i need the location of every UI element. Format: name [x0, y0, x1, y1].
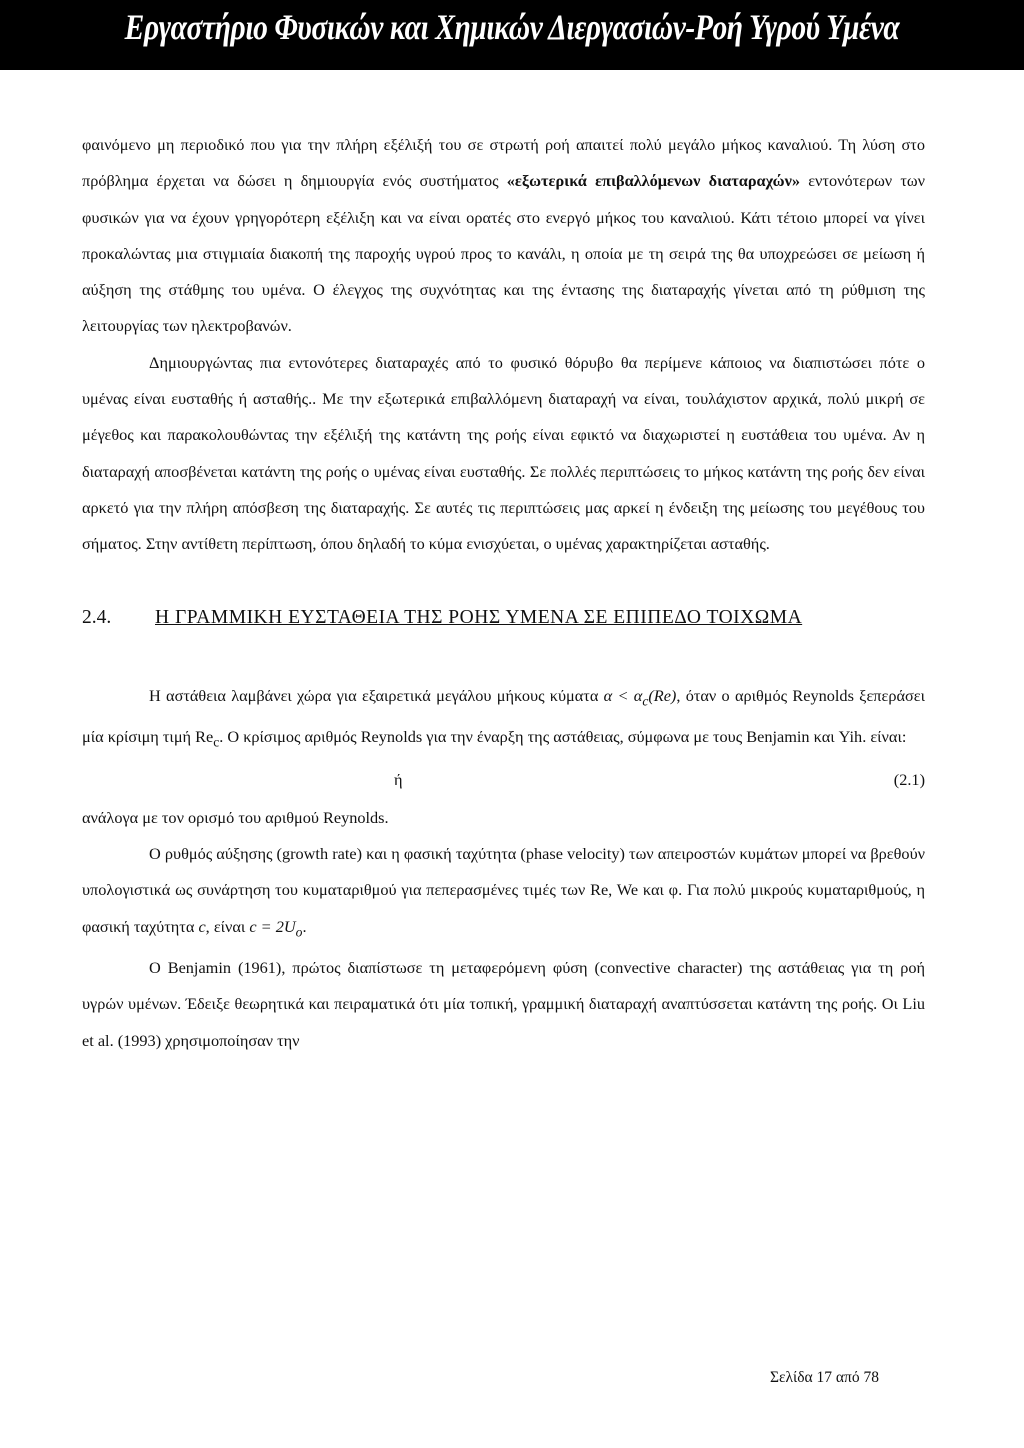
paragraph-6: Ο Benjamin (1961), πρώτος διαπίστωσε τη μεταφερόμενη φύση (convective character) της αστάθειας για τη ροή υγρών υμένων. Έδειξε θεωρητικά και πειραματικά ότι μία τοπική, γραμμική διαταραχή αναπτύσσεται κατάντη της ροής. Οι Liu et al. (1993) χρησιμοποίησαν την [82, 958, 925, 1050]
paragraph-4: ανάλογα με τον ορισμό του αριθμού Reynolds. [82, 807, 389, 827]
section-title: Η ΓΡΑΜΜΙΚΗ ΕΥΣΤΑΘΕΙΑ ΤΗΣ ΡΟΗΣ ΥΜΕΝΑ ΣΕ ΕΠΙΠΕΔΟ ΤΟΙΧΩΜΑ [155, 606, 803, 628]
page-number-footer: Σελίδα 17 από 78 [770, 1369, 879, 1386]
paragraph-5-text-a: Ο ρυθμός αύξησης (growth rate) και η φασική ταχύτητα (phase velocity) των απειροστών κυμάτων μπορεί να βρεθούν υπολογιστικά ως συνάρτηση του κυματαριθμού για πεπερασμένες τιμές των Re, We και φ. Για πολύ μικρούς κυματαριθμούς, η φασική ταχύτητα [82, 843, 925, 936]
paragraph-3 [82, 678, 925, 761]
math-alpha-lt: α < α [603, 685, 643, 705]
header-bar [0, 0, 1024, 70]
paragraph-5-text-c: . [302, 916, 307, 936]
paragraph-3-math [603, 685, 677, 708]
math-re: (Re) [648, 685, 677, 705]
equation-number: (2.1) [893, 769, 925, 789]
paragraph-1-text-a: φαινόμενο μη περιοδικό που για την πλήρη εξέλιξή του σε στρωτή ροή απαιτεί πολύ μεγάλο μήκος καναλιού. Τη λύση στο πρόβλημα έρχεται να δώσει η δημιουργία ενός συστήματος [82, 135, 925, 191]
header-title: Εργαστήριο Φυσικών και Χημικών Διεργασιών-Ροή Υγρού Υμένα [124, 7, 900, 47]
paragraph-1-bold-term: «εξωτερικά επιβαλλόμενων διαταραχών» [506, 171, 800, 191]
section-heading [82, 600, 925, 636]
equation-or-word: ή [394, 769, 403, 789]
phase-velocity-var: c [198, 916, 206, 936]
paragraph-3-text-c: . Ο κρίσιμος αριθμός Reynolds για την έναρξη της αστάθειας, σύμφωνα με τους Benjamin και Yih. είναι: [219, 727, 907, 747]
section-number: 2.4. [82, 606, 112, 628]
paragraph-5 [82, 836, 925, 950]
formula-sub-o: o [295, 923, 303, 939]
re-sub-c: c [213, 734, 220, 750]
math-sub-c: c [642, 692, 649, 708]
paragraph-5-text-b: , είναι [205, 916, 250, 936]
paragraph-1-text-b: εντονότερων των φυσικών για να έχουν γρηγορότερη εξέλιξη και να είναι ορατές στο ενεργό μήκος του καναλιού. Κάτι τέτοιο μπορεί να γίνει προκαλώντας μια στιγμιαία διακοπή της παροχής υγρού προς το κανάλι, η οποία με τη σειρά της θα υποχρεώσει σε μείωση ή αύξηση της στάθμης του υμένα. Ο έλεγχος της συχνότητας και της έντασης της διαταραχής γίνεται από τη ρύθμιση της λειτουργίας των ηλεκτροβανών. [82, 171, 925, 336]
phase-velocity-formula [249, 916, 303, 939]
paragraph-2: Δημιουργώντας πια εντονότερες διαταραχές από το φυσικό θόρυβο θα περίμενε κάποιος να διαπιστώσει πότε ο υμένας είναι ευσταθής ή ασταθής.. Με την εξωτερικά επιβαλλόμενη διαταραχή να είναι, τουλάχιστον αρχικά, πολύ μικρή σε μέγεθος και παρακολουθώντας την εξέλιξή της κατάντη της ροής είναι εφικτό να διαχωριστεί η ευστάθεια του υμένα. Αν η διαταραχή αποσβένεται κατάντη της ροής ο υμένας είναι ευσταθής. Σε πολλές περιπτώσεις το μήκος κατάντη της ροής δεν είναι αρκετό για την πλήρη απόσβεση της διαταραχής. Σε αυτές τις περιπτώσεις μας αρκεί η ένδειξη της μείωσης του μεγέθους του σήματος. Στην αντίθετη περίπτωση, όπου δηλαδή το κύμα ενισχύεται, ο υμένας χαρακτηρίζεται ασταθής. [82, 352, 925, 554]
paragraph-3-text-a: Η αστάθεια λαμβάνει χώρα για εξαιρετικά μεγάλου μήκους κύματα [149, 685, 604, 705]
formula-main: c = 2U [249, 916, 296, 936]
paragraph-1 [82, 127, 925, 345]
page-content [82, 127, 925, 1059]
equation-row [82, 762, 925, 800]
paragraph-3-text-b: , όταν ο αριθμός Reynolds ξεπεράσει μία κρίσιμη τιμή Re [82, 685, 925, 747]
